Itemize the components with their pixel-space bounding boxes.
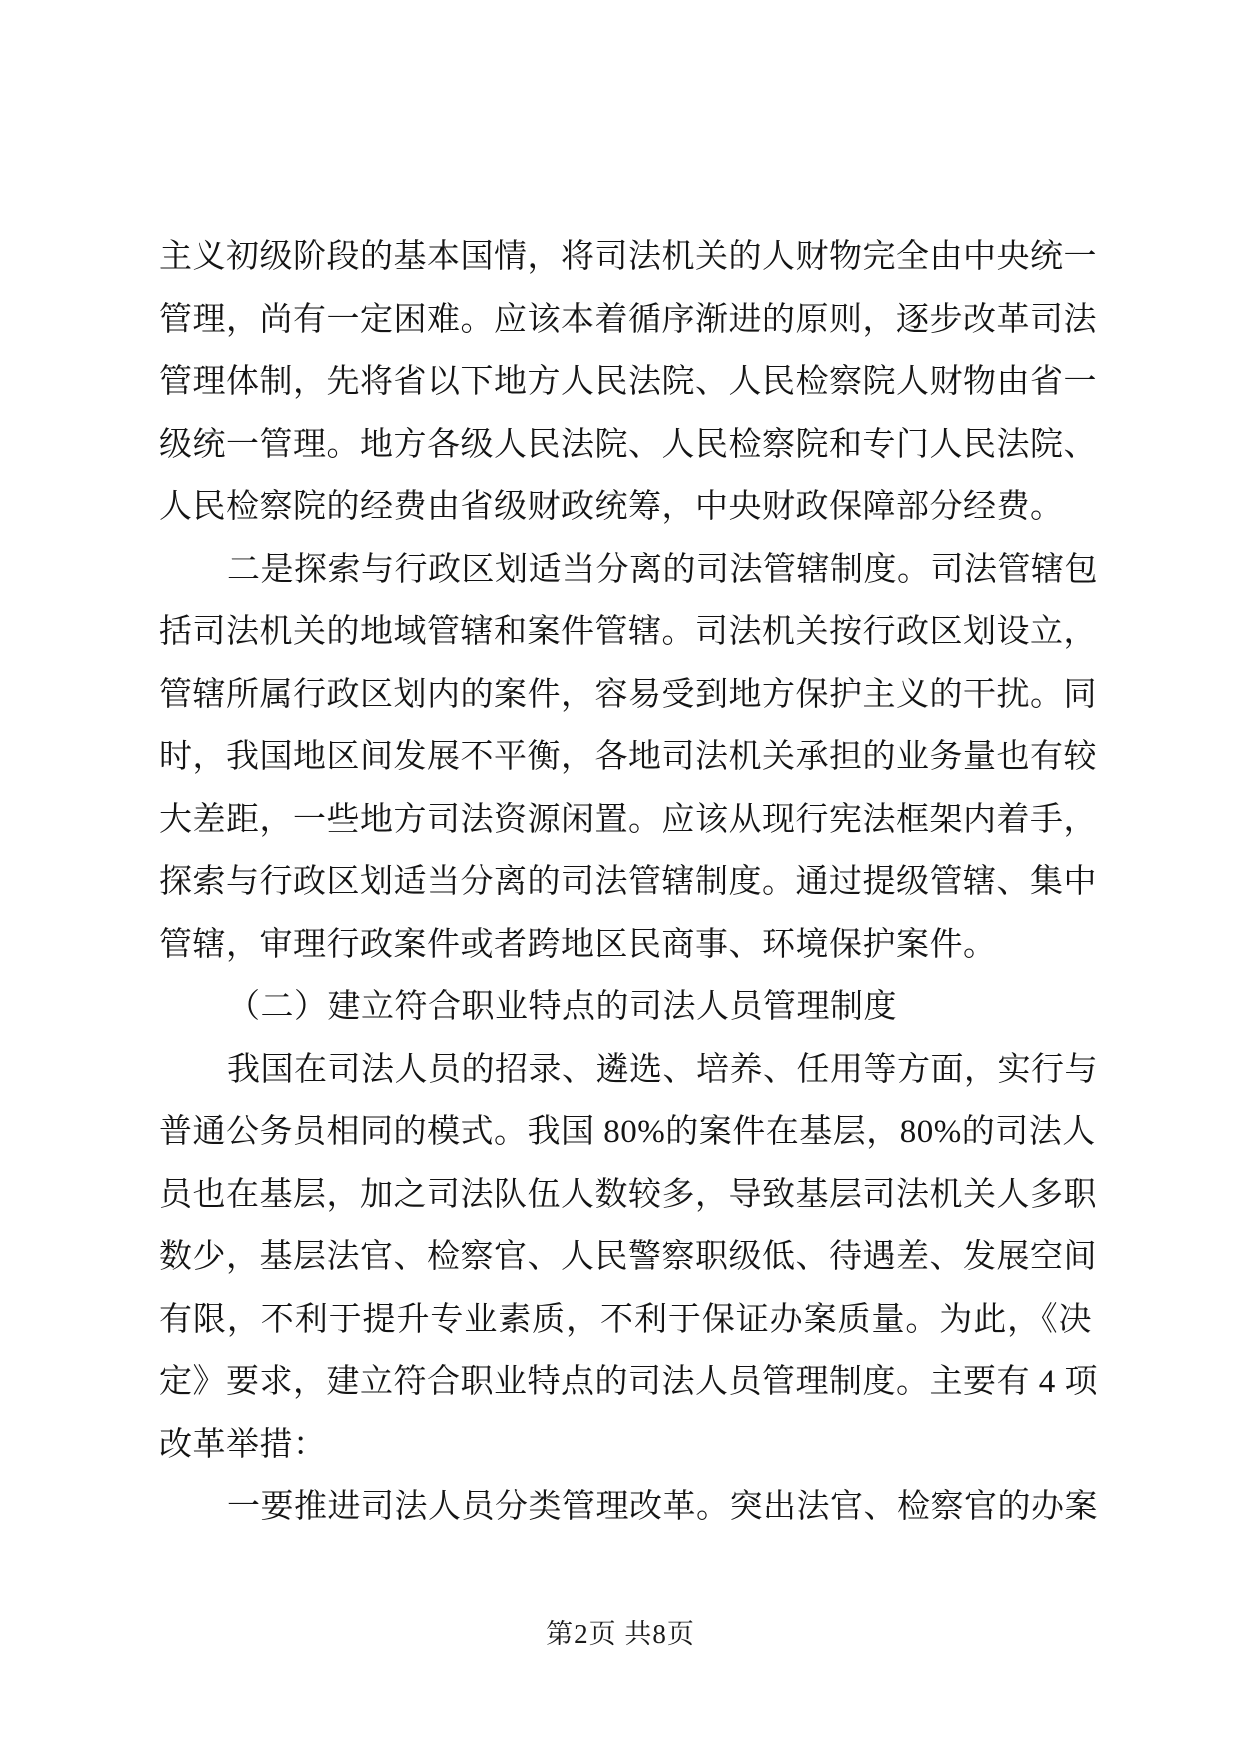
- page-number-footer: 第2页 共8页: [546, 1619, 695, 1649]
- text-line: 数少，基层法官、检察官、人民警察职级低、待遇差、发展空间: [159, 1239, 1097, 1275]
- text-line: 时，我国地区间发展不平衡，各地司法机关承担的业务量也有较: [159, 739, 1097, 775]
- text-line: 管辖所属行政区划内的案件，容易受到地方保护主义的干扰。同: [159, 676, 1097, 713]
- text-line: 普通公务员相同的模式。我国 80%的案件在基层，80%的司法人: [159, 1114, 1096, 1150]
- text-line: 主义初级阶段的基本国情，将司法机关的人财物完全由中央统一: [159, 239, 1097, 275]
- text-line: 人民检察院的经费由省级财政统筹，中央财政保障部分经费。: [159, 489, 1064, 525]
- text-line: 管理体制，先将省以下地方人民法院、人民检察院人财物由省一: [159, 364, 1097, 400]
- text-line: 括司法机关的地域管辖和案件管辖。司法机关按行政区划设立，: [159, 614, 1097, 650]
- text-line: 管辖，审理行政案件或者跨地区民商事、环境保护案件。: [159, 926, 997, 963]
- text-line: 有限，不利于提升专业素质，不利于保证办案质量。为此，《决: [159, 1301, 1092, 1338]
- text-line: 大差距，一些地方司法资源闲置。应该从现行宪法框架内着手，: [159, 801, 1097, 838]
- text-line: 改革举措：: [159, 1426, 327, 1463]
- text-line paragraph-start: 二是探索与行政区划适当分离的司法管辖制度。司法管辖包: [227, 551, 1098, 588]
- text-line paragraph-start: 一要推进司法人员分类管理改革。突出法官、检察官的办案: [227, 1489, 1098, 1525]
- text-line: 管理，尚有一定困难。应该本着循序渐进的原则，逐步改革司法: [159, 301, 1097, 338]
- text-line paragraph-start: 我国在司法人员的招录、遴选、培养、任用等方面，实行与: [227, 1051, 1098, 1088]
- text-line: 员也在基层，加之司法队伍人数较多，导致基层司法机关人多职: [159, 1176, 1097, 1213]
- text-body: [159, 226, 1098, 1539]
- text-line: 级统一管理。地方各级人民法院、人民检察院和专门人民法院、: [159, 426, 1097, 463]
- text-line: 探索与行政区划适当分离的司法管辖制度。通过提级管辖、集中: [159, 864, 1097, 900]
- text-line: 定》要求，建立符合职业特点的司法人员管理制度。主要有 4 项: [159, 1364, 1098, 1400]
- section-heading: （二）建立符合职业特点的司法人员管理制度: [227, 989, 897, 1025]
